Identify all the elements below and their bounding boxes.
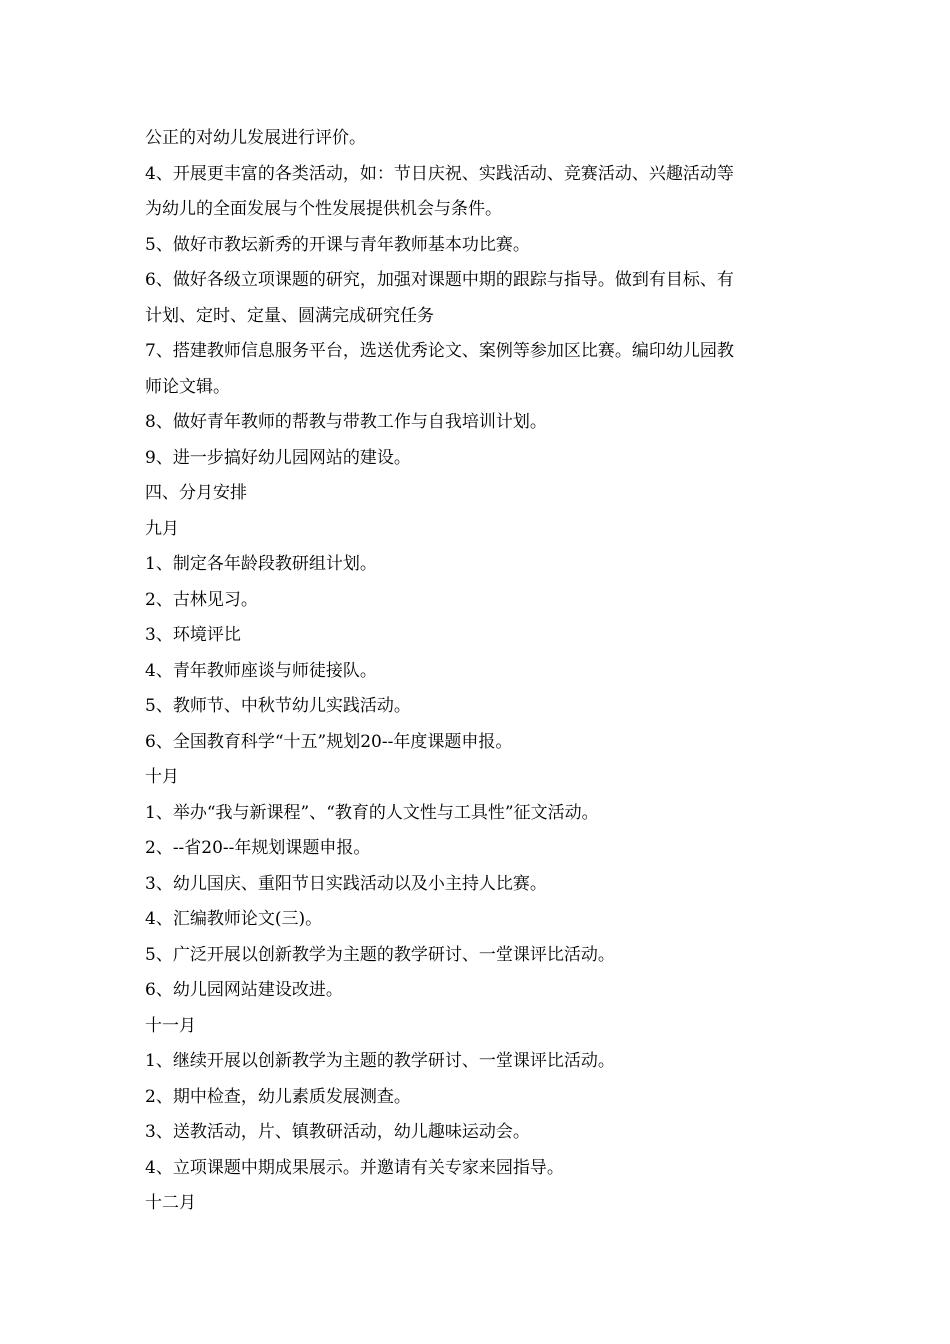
document-body: [145, 121, 810, 1222]
text-line: 为幼儿的全面发展与个性发展提供机会与条件。: [145, 199, 502, 219]
month-heading: 十月: [145, 767, 179, 787]
text-line: 5、做好市教坛新秀的开课与青年教师基本功比赛。: [145, 234, 530, 255]
list-item: 1、制定各年龄段教研组计划。: [145, 554, 377, 574]
month-heading: 十一月: [145, 1015, 196, 1036]
text-line: 4、开展更丰富的各类活动，如：节日庆祝、实践活动、竞赛活动、兴趣活动等: [145, 163, 734, 184]
section-heading: 四、分月安排: [145, 483, 247, 503]
list-item: 2、古林见习。: [145, 589, 258, 610]
list-item: 2、--省20--年规划课题申报。: [145, 838, 371, 858]
text-line: 师论文辑。: [145, 376, 230, 397]
list-item: 4、立项课题中期成果展示。并邀请有关专家来园指导。: [145, 1157, 564, 1178]
list-item: 3、环境评比: [145, 625, 241, 645]
month-heading: 十二月: [145, 1193, 196, 1213]
text-line: 6、做好各级立项课题的研究，加强对课题中期的跟踪与指导。做到有目标、有: [145, 270, 734, 290]
text-line: 8、做好青年教师的帮教与带教工作与自我培训计划。: [145, 412, 547, 432]
list-item: 6、全国教育科学“十五”规划20--年度课题申报。: [145, 731, 513, 752]
month-heading: 九月: [145, 518, 179, 539]
list-item: 2、期中检查，幼儿素质发展测查。: [145, 1086, 411, 1107]
list-item: 5、广泛开展以创新教学为主题的教学研讨、一堂课评比活动。: [145, 944, 615, 965]
text-line: 计划、定时、定量、圆满完成研究任务: [145, 305, 434, 326]
list-item: 6、幼儿园网站建设改进。: [145, 980, 343, 1000]
list-item: 3、幼儿国庆、重阳节日实践活动以及小主持人比赛。: [145, 873, 547, 894]
text-line: 7、搭建教师信息服务平台，选送优秀论文、案例等参加区比赛。编印幼儿园教: [145, 341, 734, 361]
list-item: 3、送教活动，片、镇教研活动，幼儿趣味运动会。: [145, 1122, 530, 1142]
list-item: 4、青年教师座谈与师徒接队。: [145, 660, 377, 681]
text-line: 公正的对幼儿发展进行评价。: [145, 128, 366, 148]
text-line: 9、进一步搞好幼儿园网站的建设。: [145, 447, 411, 468]
list-item: 1、继续开展以创新教学为主题的教学研讨、一堂课评比活动。: [145, 1051, 615, 1071]
list-item: 5、教师节、中秋节幼儿实践活动。: [145, 696, 411, 716]
list-item: 4、汇编教师论文(三)。: [145, 909, 323, 929]
list-item: 1、举办“我与新课程”、“教育的人文性与工具性”征文活动。: [145, 802, 599, 823]
